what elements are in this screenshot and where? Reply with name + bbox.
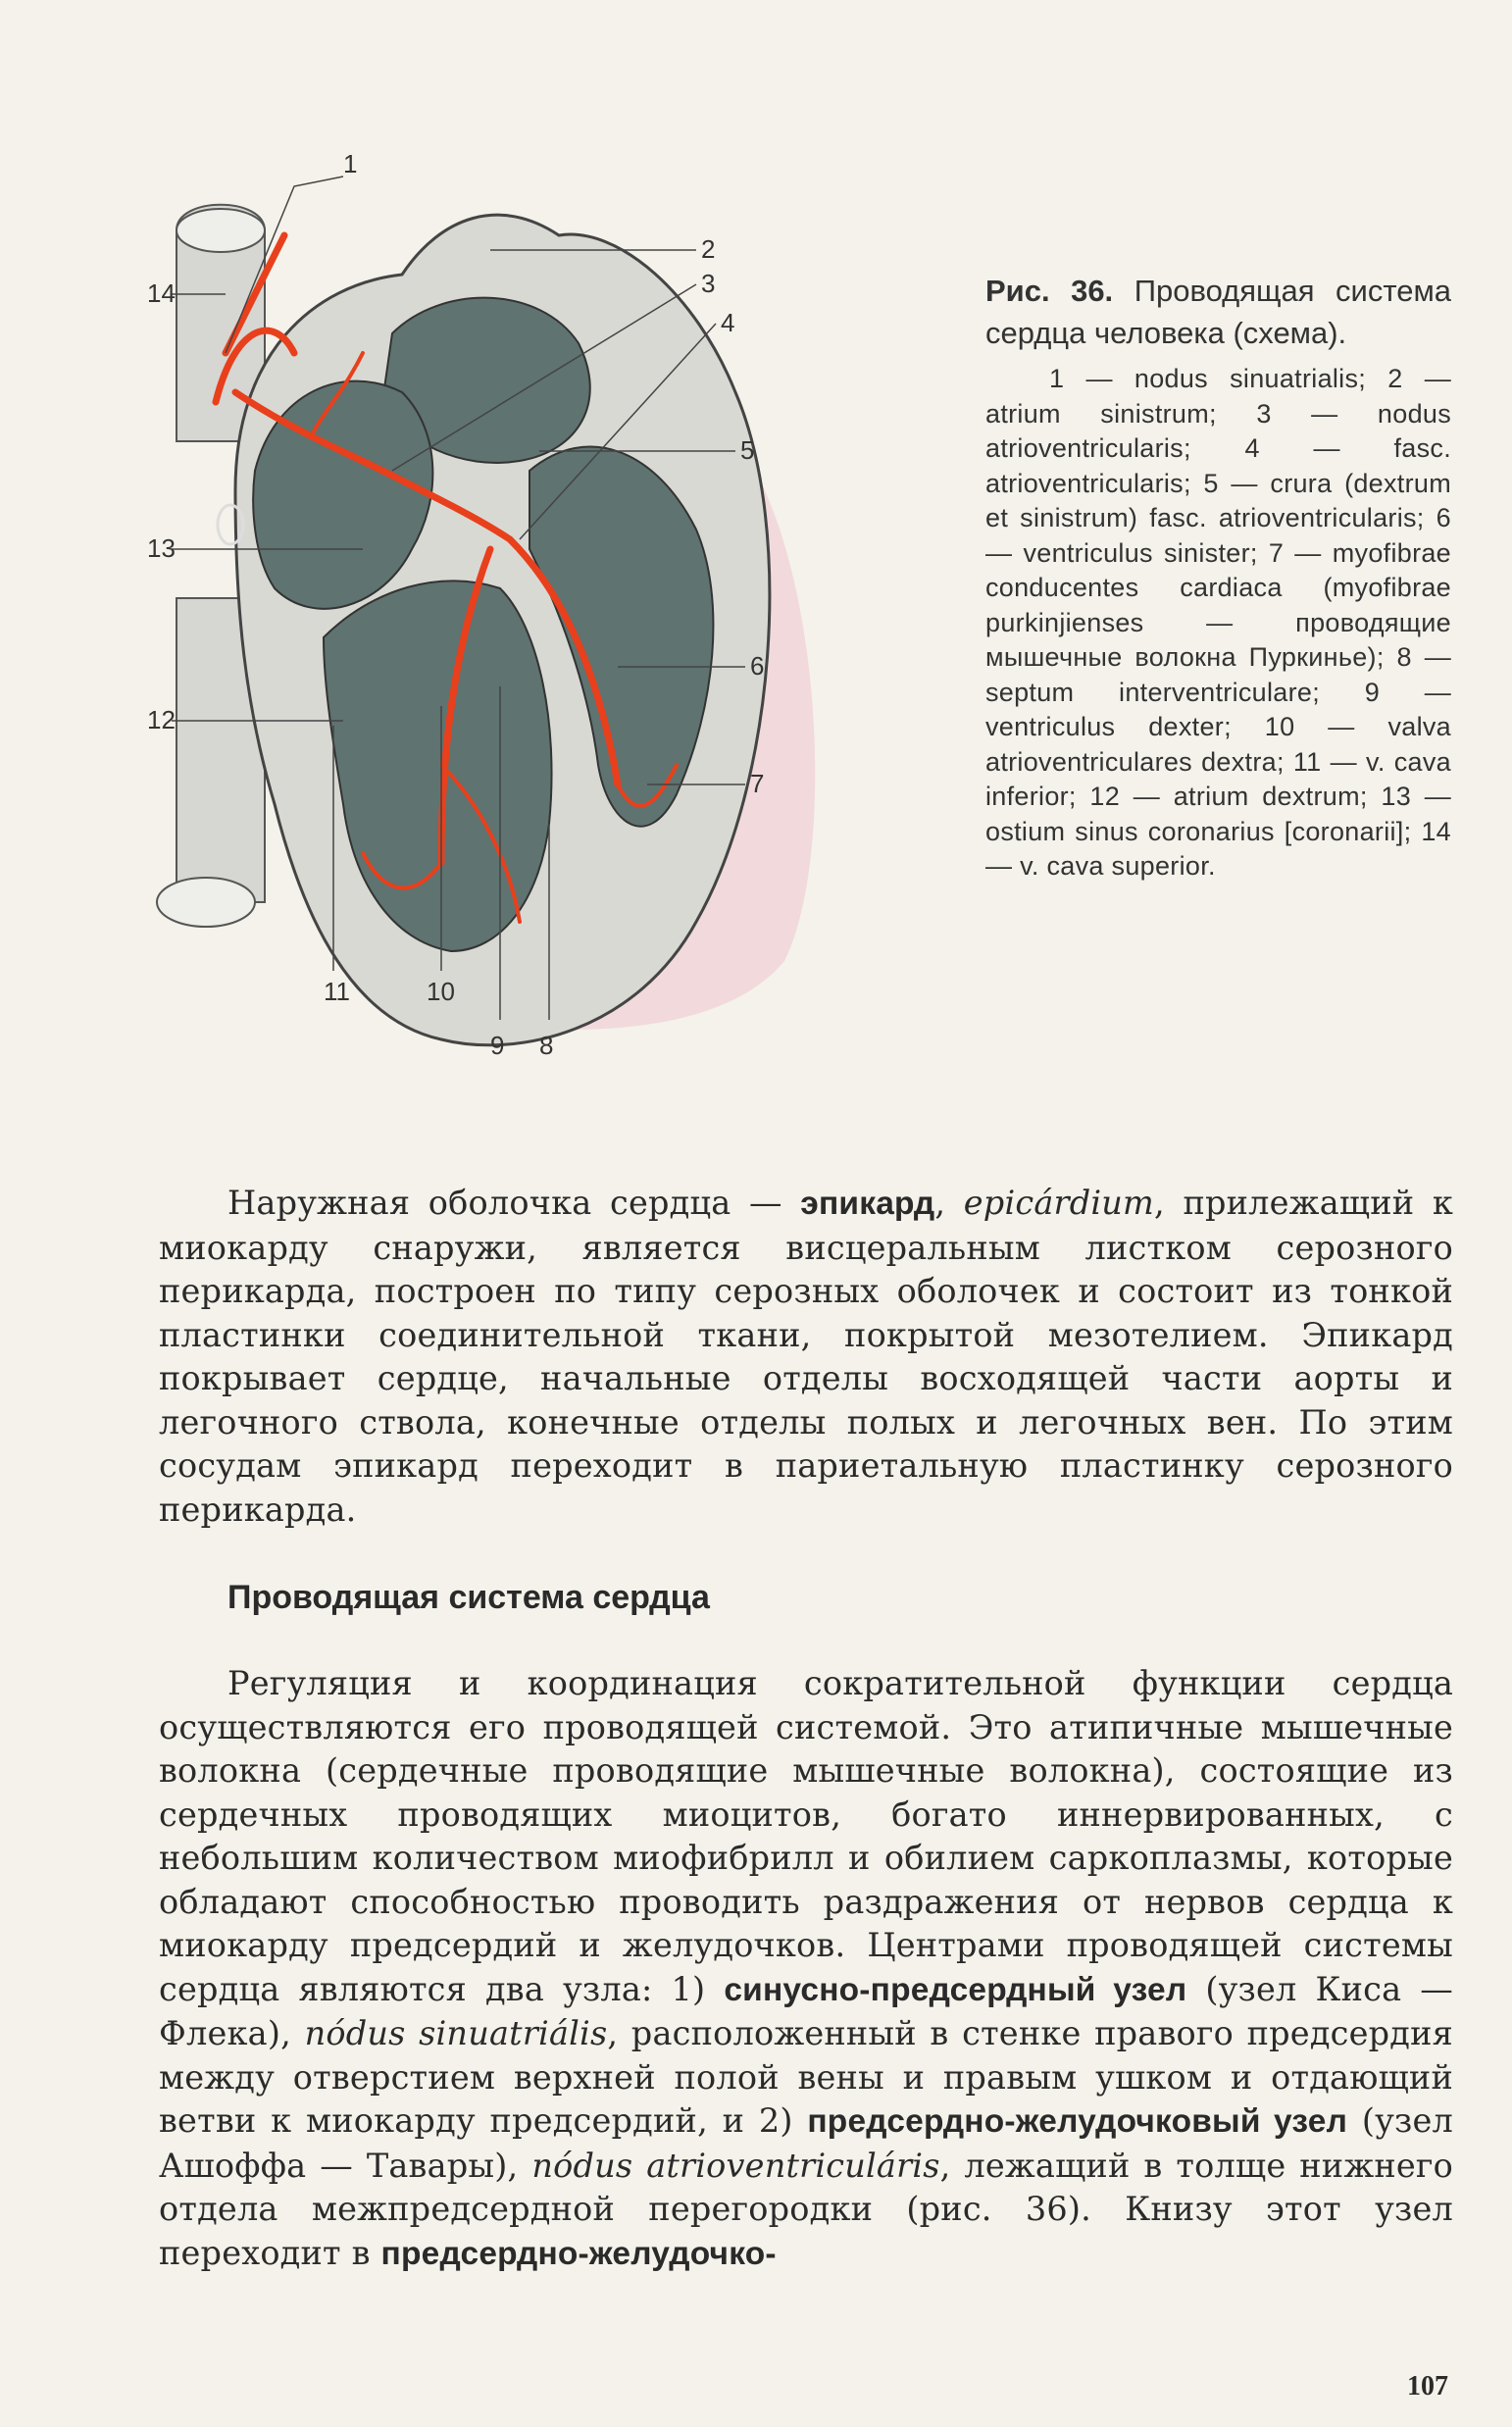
figure-number: Рис. 36. (985, 274, 1114, 308)
paragraph-epicardium (159, 1182, 1453, 1532)
figure-label-10: 10 (427, 977, 455, 1006)
text-span: , прилежащий к миокарду снаружи, является висцеральным листком серозного перикарда, построен по типу серозных оболочек и состоит из тонкой пластинки соединительной ткани, покрытой мезотелием. Эпикард покрывает сердце, начальные отделы восходящей части аорты и легочного ствола, конечные отделы полых и легочных вен. По этим сосудам эпикард переходит в париетальную пластинку серозного перикарда. (159, 1184, 1454, 1529)
figure-label-9: 9 (490, 1031, 505, 1060)
term-bold: синусно-предсердный узел (724, 1971, 1187, 2008)
caption-title-text: Проводящая система сердца человека (схема). (985, 274, 1451, 350)
figure-label-14: 14 (147, 278, 176, 308)
caption-title (985, 270, 1451, 354)
text-span: (узел Ашоффа — Тавары), (159, 2101, 1453, 2185)
text-span: , лежащий в толще нижнего отдела межпредсердной перегородки (рис. 36). Книзу этот узел переходит в (159, 2146, 1454, 2272)
figure-label-11: 11 (324, 977, 350, 1006)
term-latin: nódus sinuatriális (304, 2014, 608, 2052)
figure-label-6: 6 (750, 651, 765, 681)
ivc-opening (157, 878, 255, 927)
caption-legend: 1 — nodus sinuatrialis; 2 — atrium sinistrum; 3 — nodus atrioventricularis; 4 — fasc. atrioventricularis; 5 — crura (dextrum et sinistrum) fasc. atrioventricularis; 6 — ventriculus sinister; 7 — myofibrae conducentes cardiaca (myofibrae purkinjienses — проводящие мышечные волокна Пуркинье); 8 — septum interventriculare; 9 — ventriculus dexter; 10 — valva atrioventriculares dextra; 11 — v. cava inferior; 12 — atrium dextrum; 13 — ostium sinus coronarius [coronarii]; 14 — v. cava superior. (985, 364, 1451, 881)
figure-label-7: 7 (750, 769, 765, 798)
text-span: Наружная оболочка сердца — (227, 1184, 801, 1222)
figure-label-13: 13 (147, 533, 176, 563)
text-span: (узел Киса — Флека), (159, 1969, 1453, 2052)
term-bold: предсердно-желудочко- (380, 2235, 777, 2272)
text-span: , расположенный в стенке правого предсердия между отверстием верхней полой вены и правым ушком и отдающий ветви к миокарду предсердий, и 2) (159, 2014, 1453, 2140)
figure-label-2: 2 (701, 234, 716, 264)
term-bold: предсердно-желудочковый узел (807, 2103, 1348, 2140)
heart-diagram (147, 149, 961, 1118)
figure-label-8: 8 (539, 1031, 554, 1060)
text-span: Регуляция и координация сократительной функции сердца осуществляются его проводящей системой. Это атипичные мышечные волокна (сердечные проводящие мышечные волокна), состоящие из сердечных проводящих миоцитов, богато иннервированных, с небольшим количеством миофибрилл и обилием саркоплазмы, которые обладают способностью проводить раздражения от нервов сердца к миокарду предсердий и желудочков. Центрами проводящей системы сердца являются два узла: 1) (159, 1664, 1453, 2008)
page-number: 107 (1407, 2371, 1448, 2402)
figure-caption (985, 270, 1451, 885)
text-span: , (934, 1184, 964, 1222)
svc-opening (176, 209, 265, 252)
paragraph-conduction-system (159, 1662, 1453, 2276)
figure-label-4: 4 (721, 308, 735, 337)
term-latin: nódus atrioventriculáris (531, 2146, 940, 2185)
term-latin: epicárdium (963, 1184, 1155, 1222)
heart-conduction-figure (147, 149, 961, 1118)
figure-label-12: 12 (147, 705, 176, 734)
section-heading: Проводящая система сердца (227, 1579, 710, 1616)
figure-label-5: 5 (740, 435, 755, 465)
figure-label-3: 3 (701, 269, 716, 298)
term-bold: эпикард (800, 1186, 935, 1222)
figure-label-1: 1 (343, 149, 358, 178)
